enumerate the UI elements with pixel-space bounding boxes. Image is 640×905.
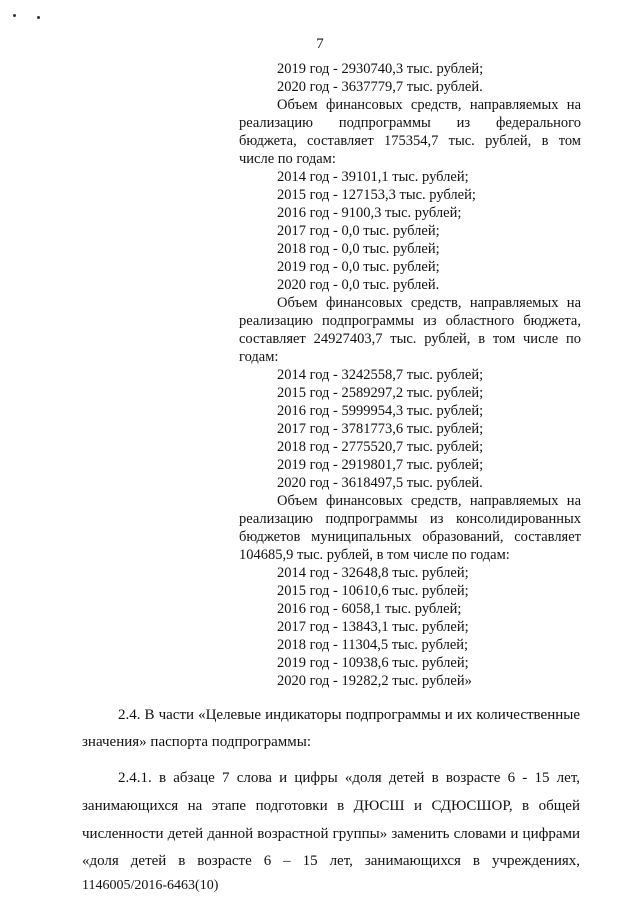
paragraph-line: составляет 24927403,7 тыс. рублей, в том числе по	[239, 331, 581, 347]
paragraph-line: числе по годам:	[239, 151, 336, 167]
year-line: 2016 год - 5999954,3 тыс. рублей;	[277, 403, 484, 419]
section-2-4-line: 2.4. В части «Целевые индикаторы подпрограммы и их количественные	[118, 707, 580, 723]
paragraph-line: реализацию подпрограммы из консолидированных	[239, 511, 581, 527]
paragraph-line: Объем финансовых средств, направляемых на	[277, 97, 581, 113]
section-2-4-1-line: занимающихся на этапе подготовки в ДЮСШ и СДЮСШОР, в общей	[82, 798, 580, 814]
paragraph-line: годам:	[239, 349, 279, 365]
year-line: 2015 год - 10610,6 тыс. рублей;	[277, 583, 469, 599]
paragraph-line: бюджетов муниципальных образований, составляет	[239, 529, 581, 545]
document-code: 1146005/2016-6463(10)	[82, 878, 219, 893]
section-2-4-1-line: 2.4.1. в абзаце 7 слова и цифры «доля детей в возрасте 6 - 15 лет,	[118, 770, 580, 786]
paragraph-line: Объем финансовых средств, направляемых на	[277, 295, 581, 311]
paragraph-line: Объем финансовых средств, направляемых на	[277, 493, 581, 509]
year-line: 2020 год - 3637779,7 тыс. рублей.	[277, 79, 483, 95]
year-line: 2020 год - 3618497,5 тыс. рублей.	[277, 475, 483, 491]
year-line: 2014 год - 32648,8 тыс. рублей;	[277, 565, 469, 581]
section-2-4-1-line: численности детей данной возрастной группы» заменить словами и цифрами	[82, 826, 580, 842]
year-line: 2015 год - 127153,3 тыс. рублей;	[277, 187, 476, 203]
scan-mark	[13, 14, 16, 17]
paragraph-line: бюджета, составляет 175354,7 тыс. рублей, в том	[239, 133, 581, 149]
paragraph-line: 104685,9 тыс. рублей, в том числе по годам:	[239, 547, 510, 563]
section-2-4-1-line: «доля детей в возрасте 6 – 15 лет, занимающихся в учреждениях,	[82, 853, 580, 869]
year-line: 2019 год - 10938,6 тыс. рублей;	[277, 655, 469, 671]
paragraph-line: реализацию подпрограммы из федерального	[239, 115, 581, 131]
page-number: 7	[316, 36, 324, 52]
year-line: 2019 год - 2919801,7 тыс. рублей;	[277, 457, 484, 473]
year-line: 2018 год - 0,0 тыс. рублей;	[277, 241, 440, 257]
year-line: 2016 год - 6058,1 тыс. рублей;	[277, 601, 462, 617]
year-line: 2014 год - 39101,1 тыс. рублей;	[277, 169, 469, 185]
year-line: 2020 год - 0,0 тыс. рублей.	[277, 277, 440, 293]
section-2-4-line: значения» паспорта подпрограммы:	[82, 734, 312, 750]
year-line: 2014 год - 3242558,7 тыс. рублей;	[277, 367, 484, 383]
paragraph-line: реализацию подпрограммы из областного бюджета,	[239, 313, 581, 329]
year-line: 2016 год - 9100,3 тыс. рублей;	[277, 205, 462, 221]
year-line: 2017 год - 0,0 тыс. рублей;	[277, 223, 440, 239]
year-line: 2020 год - 19282,2 тыс. рублей»	[277, 673, 472, 689]
year-line: 2018 год - 11304,5 тыс. рублей;	[277, 637, 469, 653]
year-line: 2019 год - 0,0 тыс. рублей;	[277, 259, 440, 275]
scan-mark	[37, 16, 40, 19]
year-line: 2018 год - 2775520,7 тыс. рублей;	[277, 439, 484, 455]
year-line: 2017 год - 13843,1 тыс. рублей;	[277, 619, 469, 635]
year-line: 2015 год - 2589297,2 тыс. рублей;	[277, 385, 484, 401]
year-line: 2017 год - 3781773,6 тыс. рублей;	[277, 421, 484, 437]
year-line: 2019 год - 2930740,3 тыс. рублей;	[277, 61, 484, 77]
